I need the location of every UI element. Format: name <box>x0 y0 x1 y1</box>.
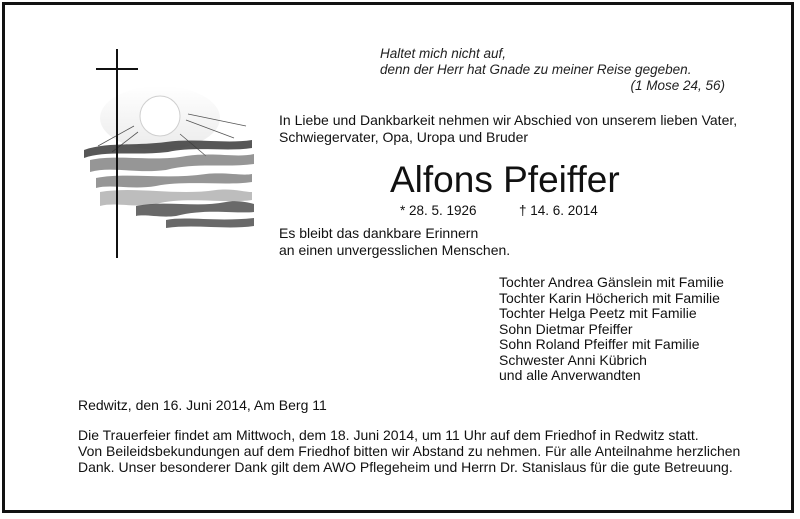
family-member: Tochter Helga Peetz mit Familie <box>499 305 697 321</box>
memory-text <box>279 225 510 259</box>
family-member: Sohn Roland Pfeiffer mit Familie <box>499 336 700 352</box>
info-line: Von Beileidsbekundungen auf dem Friedhof bitten wir Abstand zu nehmen. Für alle Anteilnahme herzlichen <box>78 442 741 459</box>
family-member: Schwester Anni Kübrich <box>499 351 647 368</box>
intro-line-2: Schwiegervater, Opa, Uropa und Bruder <box>279 129 529 145</box>
family-list <box>499 275 724 384</box>
cross-sunset-landscape-icon <box>76 46 256 260</box>
intro-line-1: In Liebe und Dankbarkeit nehmen wir Abschied von unserem lieben Vater, <box>279 112 738 128</box>
birth-date: * 28. 5. 1926 <box>400 203 477 218</box>
intro-text <box>279 112 737 146</box>
info-line: Die Trauerfeier findet am Mittwoch, dem 18. Juni 2014, um 11 Uhr auf dem Friedhof in Redwitz statt. <box>78 427 699 443</box>
info-line: Dank. Unser besonderer Dank gilt dem AWO Pflegeheim und Herrn Dr. Stanislaus für die gute Betreuung. <box>78 458 733 475</box>
quote-source: (1 Mose 24, 56) <box>630 78 725 93</box>
place-date: Redwitz, den 16. Juni 2014, Am Berg 11 <box>78 397 327 413</box>
family-member: Tochter Andrea Gänslein mit Familie <box>499 274 724 290</box>
memory-line-1: Es bleibt das dankbare Erinnern <box>279 225 479 241</box>
quote-line-2: denn der Herr hat Gnade zu meiner Reise gegeben. <box>380 62 692 77</box>
family-member: und alle Anverwandten <box>499 367 641 383</box>
family-member: Sohn Dietmar Pfeiffer <box>499 320 633 337</box>
death-date: † 14. 6. 2014 <box>519 203 598 218</box>
bible-quote <box>380 46 725 94</box>
memory-line-2: an einen unvergesslichen Menschen. <box>279 242 511 258</box>
funeral-info <box>78 428 740 475</box>
quote-line-1: Haltet mich nicht auf, <box>380 46 507 61</box>
family-member: Tochter Karin Höcherich mit Familie <box>499 289 720 306</box>
deceased-name: Alfons Pfeiffer <box>390 159 620 200</box>
